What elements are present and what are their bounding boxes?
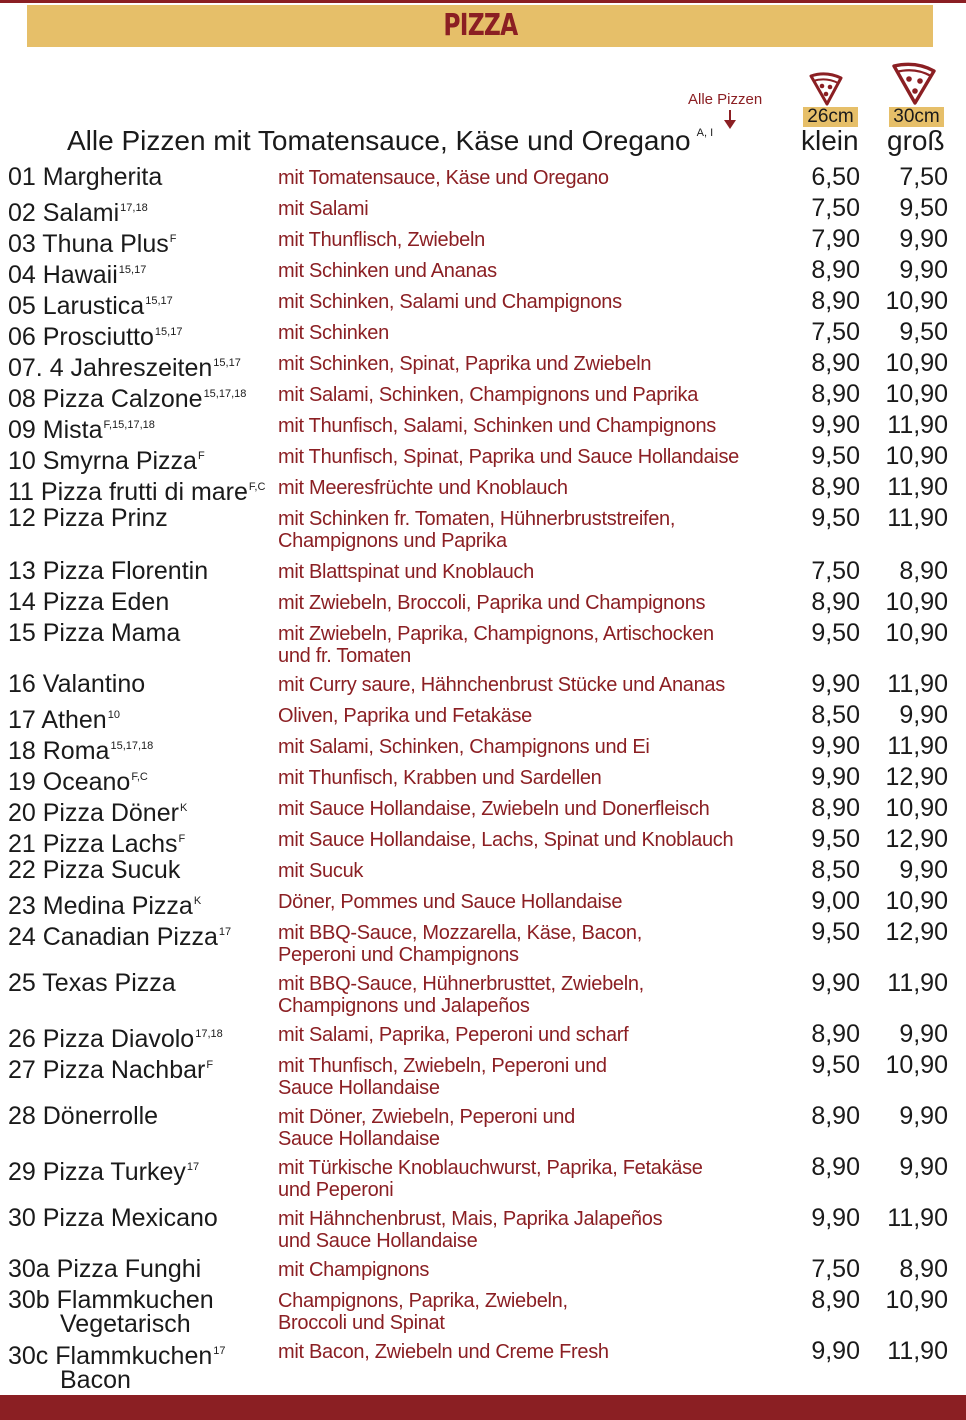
price-large: 11,90	[887, 504, 948, 532]
item-description-line1: Döner, Pommes und Sauce Hollandaise	[278, 891, 623, 913]
item-description-line1: mit Hähnchenbrust, Mais, Paprika Jalapeños	[278, 1208, 663, 1230]
item-description-line1: mit BBQ-Sauce, Mozzarella, Käse, Bacon,	[278, 922, 643, 944]
price-small: 9,50	[811, 1051, 860, 1079]
item-title: 19 Oceano	[8, 768, 131, 796]
item-allergens: 17	[186, 1161, 200, 1173]
item-title: 26 Pizza Diavolo	[8, 1025, 195, 1053]
item-title: 01 Margherita	[8, 163, 163, 191]
item-name	[8, 971, 176, 995]
item-title: 07. 4 Jahreszeiten	[8, 354, 213, 382]
item-name	[8, 1022, 223, 1051]
item-description-line1: mit Salami, Paprika, Peperoni und scharf	[278, 1024, 629, 1046]
item-description-line1: mit Tomatensauce, Käse und Oregano	[278, 167, 609, 189]
item-name	[8, 1339, 226, 1392]
item-name	[8, 765, 148, 794]
price-small: 9,90	[811, 1204, 860, 1232]
item-description	[278, 384, 698, 406]
price-large: 9,50	[899, 194, 948, 222]
price-small: 7,50	[811, 194, 860, 222]
price-large: 10,90	[885, 588, 948, 616]
price-small: 8,90	[811, 794, 860, 822]
item-name	[8, 258, 146, 287]
item-description-line1: mit Schinken, Salami und Champignons	[278, 291, 622, 313]
item-description	[278, 415, 716, 437]
price-small: 8,90	[811, 380, 860, 408]
item-allergens: F,C	[248, 481, 266, 493]
price-large: 11,90	[887, 670, 948, 698]
item-description-line1: mit Sauce Hollandaise, Lachs, Spinat und Knoblauch	[278, 829, 734, 851]
pizza-slice-icon	[891, 62, 937, 106]
item-description	[278, 860, 363, 882]
item-title: 05 Larustica	[8, 292, 145, 320]
item-title: 04 Hawaii	[8, 261, 118, 289]
price-small: 7,50	[811, 1255, 860, 1283]
item-name	[8, 1104, 158, 1128]
item-name	[8, 444, 205, 473]
section-title: PIZZA	[442, 8, 518, 43]
item-title: 11 Pizza frutti di mare	[8, 478, 248, 506]
price-large: 10,90	[885, 1051, 948, 1079]
item-description-line1: mit Döner, Zwiebeln, Peperoni und	[278, 1106, 575, 1128]
item-title: 25 Texas Pizza	[8, 969, 176, 997]
large-label: groß	[887, 125, 945, 156]
item-allergens: F,C	[131, 771, 148, 783]
item-description	[278, 1024, 628, 1046]
price-small: 7,50	[811, 557, 860, 585]
item-description	[278, 674, 725, 696]
bottom-border	[0, 1395, 966, 1420]
price-large: 12,90	[885, 763, 948, 791]
section-banner	[27, 5, 933, 47]
item-title: 03 Thuna Plus	[8, 230, 169, 258]
item-description-line2: und Sauce Hollandaise	[278, 1230, 478, 1252]
item-allergens: F	[169, 233, 177, 245]
item-description-line1: mit Blattspinat und Knoblauch	[278, 561, 534, 583]
price-small: 8,50	[811, 856, 860, 884]
item-title: 09 Mista	[8, 416, 103, 444]
item-description-line1: mit Türkische Knoblauchwurst, Paprika, Fetakäse	[278, 1157, 703, 1179]
item-description	[278, 829, 733, 851]
item-description	[278, 705, 532, 727]
item-name	[8, 734, 153, 763]
price-large: 10,90	[885, 619, 948, 647]
item-name	[8, 858, 180, 882]
price-small: 8,90	[811, 349, 860, 377]
price-large: 10,90	[885, 794, 948, 822]
price-small: 9,90	[811, 969, 860, 997]
price-large: 8,90	[899, 1255, 948, 1283]
price-large: 9,90	[899, 701, 948, 729]
item-description-line1: mit Bacon, Zwiebeln und Creme Fresh	[278, 1341, 609, 1363]
item-name	[8, 1053, 213, 1082]
item-description	[278, 291, 622, 313]
item-description-line1: mit Schinken	[278, 322, 389, 344]
item-description	[278, 198, 368, 220]
item-title-line2: Bacon	[60, 1366, 131, 1394]
item-name	[8, 1288, 214, 1336]
item-allergens: 15,17	[154, 326, 183, 338]
item-name	[8, 559, 208, 583]
item-title: 10 Smyrna Pizza	[8, 447, 197, 475]
item-description-line2: Peperoni und Champignons	[278, 944, 519, 966]
item-description	[278, 229, 485, 251]
item-title: 24 Canadian Pizza	[8, 923, 218, 951]
item-description-line1: mit Schinken und Ananas	[278, 260, 497, 282]
price-large: 9,50	[899, 318, 948, 346]
item-description	[278, 623, 714, 667]
price-large: 9,90	[899, 856, 948, 884]
price-small: 9,50	[811, 825, 860, 853]
item-name	[8, 382, 246, 411]
price-large: 10,90	[885, 1286, 948, 1314]
item-description	[278, 891, 622, 913]
price-large: 9,90	[899, 225, 948, 253]
price-large: 9,90	[899, 1102, 948, 1130]
pizza-slice-icon	[808, 72, 844, 106]
price-small: 6,50	[811, 163, 860, 191]
price-large: 11,90	[887, 1204, 948, 1232]
price-large: 7,50	[899, 163, 948, 191]
column-note: Alle Pizzen	[688, 91, 763, 108]
price-large: 9,90	[899, 1153, 948, 1181]
item-allergens: 17,18	[195, 1028, 223, 1040]
item-name	[8, 796, 187, 825]
price-small: 8,90	[811, 1286, 860, 1314]
item-description-line1: mit Meeresfrüchte und Knoblauch	[278, 477, 568, 499]
item-title: 30c Flammkuchen	[8, 1342, 213, 1370]
item-description-line1: mit Thunfisch, Zwiebeln, Peperoni und	[278, 1055, 607, 1077]
item-description-line1: mit Schinken fr. Tomaten, Hühnerbruststreifen,	[278, 508, 676, 530]
item-title: 23 Medina Pizza	[8, 892, 193, 920]
item-allergens: 10	[107, 709, 120, 721]
price-small: 8,90	[811, 473, 860, 501]
item-description-line1: mit Zwiebeln, Paprika, Champignons, Artischocken	[278, 623, 714, 645]
item-description-line2: Champignons und Jalapeños	[278, 995, 530, 1017]
item-description	[278, 322, 389, 344]
item-name	[8, 827, 185, 856]
item-name	[8, 320, 182, 349]
item-description-line1: mit Thunfisch, Salami, Schinken und Champignons	[278, 415, 716, 437]
item-title: 15 Pizza Mama	[8, 619, 181, 647]
intro-text: Alle Pizzen mit Tomatensauce, Käse und Oregano	[67, 125, 691, 156]
item-description	[278, 167, 609, 189]
item-name	[8, 1155, 199, 1184]
item-description-line2: Sauce Hollandaise	[278, 1077, 440, 1099]
item-description	[278, 1259, 429, 1281]
item-description-line1: mit Thunfisch, Krabben und Sardellen	[278, 767, 602, 789]
item-name	[8, 196, 148, 225]
price-large: 11,90	[887, 1337, 948, 1365]
item-description	[278, 446, 739, 468]
item-title: 12 Pizza Prinz	[8, 504, 168, 532]
item-description	[278, 1290, 568, 1334]
price-small: 9,50	[811, 918, 860, 946]
large-size: 30cm	[889, 107, 944, 127]
item-description-line2: und Peperoni	[278, 1179, 394, 1201]
price-large: 11,90	[887, 732, 948, 760]
item-allergens: 15,17	[213, 357, 241, 369]
item-description-line1: mit Zwiebeln, Broccoli, Paprika und Champignons	[278, 592, 706, 614]
price-large: 11,90	[887, 411, 948, 439]
item-name	[8, 289, 173, 318]
intro-allergens: A, I	[696, 127, 714, 139]
price-small: 7,90	[811, 225, 860, 253]
item-allergens: K	[193, 895, 202, 907]
item-title-line2: Vegetarisch	[60, 1310, 191, 1338]
item-allergens: 17	[213, 1345, 226, 1357]
item-name	[8, 621, 180, 645]
item-description-line1: mit Curry saure, Hähnchenbrust Stücke und Ananas	[278, 674, 725, 696]
item-title: 02 Salami	[8, 199, 120, 227]
item-description-line2: Champignons und Paprika	[278, 530, 507, 552]
item-allergens: K	[179, 802, 188, 814]
item-name	[8, 672, 145, 696]
item-description	[278, 1055, 607, 1099]
price-large: 11,90	[887, 473, 948, 501]
item-allergens: F,15,17,18	[103, 419, 155, 431]
item-name	[8, 227, 177, 256]
item-allergens: 15,17	[118, 264, 147, 276]
item-description	[278, 922, 642, 966]
price-large: 12,90	[885, 825, 948, 853]
item-name	[8, 590, 169, 614]
item-description-line2: und fr. Tomaten	[278, 645, 412, 667]
item-allergens: 15,17,18	[110, 740, 154, 752]
price-large: 10,90	[885, 349, 948, 377]
item-description-line1: Oliven, Paprika und Fetakäse	[278, 705, 532, 727]
item-title: 13 Pizza Florentin	[8, 557, 209, 585]
item-title: 22 Pizza Sucuk	[8, 856, 181, 884]
price-small: 9,90	[811, 763, 860, 791]
price-small: 8,90	[811, 256, 860, 284]
item-description	[278, 561, 534, 583]
item-name	[8, 351, 241, 380]
price-small: 9,90	[811, 670, 860, 698]
price-small: 8,90	[811, 1153, 860, 1181]
item-description	[278, 1106, 575, 1150]
item-title: 17 Athen	[8, 706, 107, 734]
item-allergens: 17	[218, 926, 232, 938]
small-label: klein	[801, 125, 859, 156]
price-large: 10,90	[885, 887, 948, 915]
item-name	[8, 413, 155, 442]
price-large: 10,90	[885, 442, 948, 470]
small-size: 26cm	[803, 107, 858, 127]
item-title: 14 Pizza Eden	[8, 588, 170, 616]
item-description-line1: Champignons, Paprika, Zwiebeln,	[278, 1290, 568, 1312]
item-allergens: F	[178, 833, 186, 845]
price-small: 9,90	[811, 411, 860, 439]
price-large: 10,90	[885, 287, 948, 315]
item-description	[278, 477, 568, 499]
item-description-line1: mit Sucuk	[278, 860, 364, 882]
price-small: 8,90	[811, 1102, 860, 1130]
item-name	[8, 889, 201, 918]
item-description-line1: mit Thunfisch, Spinat, Paprika und Sauce Hollandaise	[278, 446, 739, 468]
item-name	[8, 475, 265, 504]
item-allergens: 15,17,18	[203, 388, 247, 400]
price-large: 10,90	[885, 380, 948, 408]
item-allergens: 15,17	[145, 295, 173, 307]
item-title: 08 Pizza Calzone	[8, 385, 203, 413]
item-title: 28 Dönerrolle	[8, 1102, 159, 1130]
price-small: 9,50	[811, 442, 860, 470]
item-name	[8, 506, 168, 530]
price-small: 9,50	[811, 619, 860, 647]
item-description-line1: mit Salami, Schinken, Champignons und Paprika	[278, 384, 699, 406]
item-name	[8, 703, 120, 732]
price-small: 8,90	[811, 588, 860, 616]
item-allergens: 17,18	[120, 202, 148, 214]
price-large: 9,90	[899, 1020, 948, 1048]
price-small: 8,90	[811, 287, 860, 315]
item-allergens: F	[206, 1059, 214, 1071]
item-description	[278, 1341, 609, 1363]
item-description	[278, 1157, 703, 1201]
item-description-line1: mit BBQ-Sauce, Hühnerbrusttet, Zwiebeln,	[278, 973, 644, 995]
item-description	[278, 260, 497, 282]
item-title: 20 Pizza Döner	[8, 799, 179, 827]
item-title: 30b Flammkuchen	[8, 1286, 214, 1314]
item-title: 18 Roma	[8, 737, 110, 765]
item-title: 16 Valantino	[8, 670, 146, 698]
item-title: 30a Pizza Funghi	[8, 1255, 202, 1283]
item-title: 29 Pizza Turkey	[8, 1158, 186, 1186]
price-small: 9,00	[811, 887, 860, 915]
item-name	[8, 165, 162, 189]
item-description	[278, 736, 650, 758]
intro-line	[67, 125, 713, 157]
item-description	[278, 353, 651, 375]
price-large: 11,90	[887, 969, 948, 997]
price-large: 8,90	[899, 557, 948, 585]
item-description-line1: mit Schinken, Spinat, Paprika und Zwiebeln	[278, 353, 652, 375]
item-description	[278, 508, 675, 552]
item-title: 21 Pizza Lachs	[8, 830, 178, 858]
price-small: 8,90	[811, 1020, 860, 1048]
item-title: 27 Pizza Nachbar	[8, 1056, 206, 1084]
item-allergens: F	[197, 450, 205, 462]
item-description-line2: Broccoli und Spinat	[278, 1312, 445, 1334]
price-small: 9,90	[811, 732, 860, 760]
item-description	[278, 973, 644, 1017]
item-description	[278, 592, 705, 614]
price-small: 9,50	[811, 504, 860, 532]
price-large: 12,90	[885, 918, 948, 946]
item-description-line1: mit Salami	[278, 198, 369, 220]
item-description-line2: Sauce Hollandaise	[278, 1128, 440, 1150]
item-name	[8, 920, 231, 949]
item-description-line1: mit Sauce Hollandaise, Zwiebeln und Donerfleisch	[278, 798, 710, 820]
down-arrow-icon	[723, 110, 737, 130]
top-border	[0, 0, 966, 3]
price-large: 9,90	[899, 256, 948, 284]
item-name	[8, 1257, 201, 1281]
item-name	[8, 1206, 218, 1230]
item-description	[278, 1208, 662, 1252]
price-small: 9,90	[811, 1337, 860, 1365]
item-description	[278, 798, 709, 820]
price-small: 8,50	[811, 701, 860, 729]
item-title: 06 Prosciutto	[8, 323, 154, 351]
price-small: 7,50	[811, 318, 860, 346]
item-description	[278, 767, 601, 789]
item-title: 30 Pizza Mexicano	[8, 1204, 218, 1232]
item-description-line1: mit Salami, Schinken, Champignons und Ei	[278, 736, 650, 758]
item-description-line1: mit Champignons	[278, 1259, 430, 1281]
item-description-line1: mit Thunflisch, Zwiebeln	[278, 229, 485, 251]
